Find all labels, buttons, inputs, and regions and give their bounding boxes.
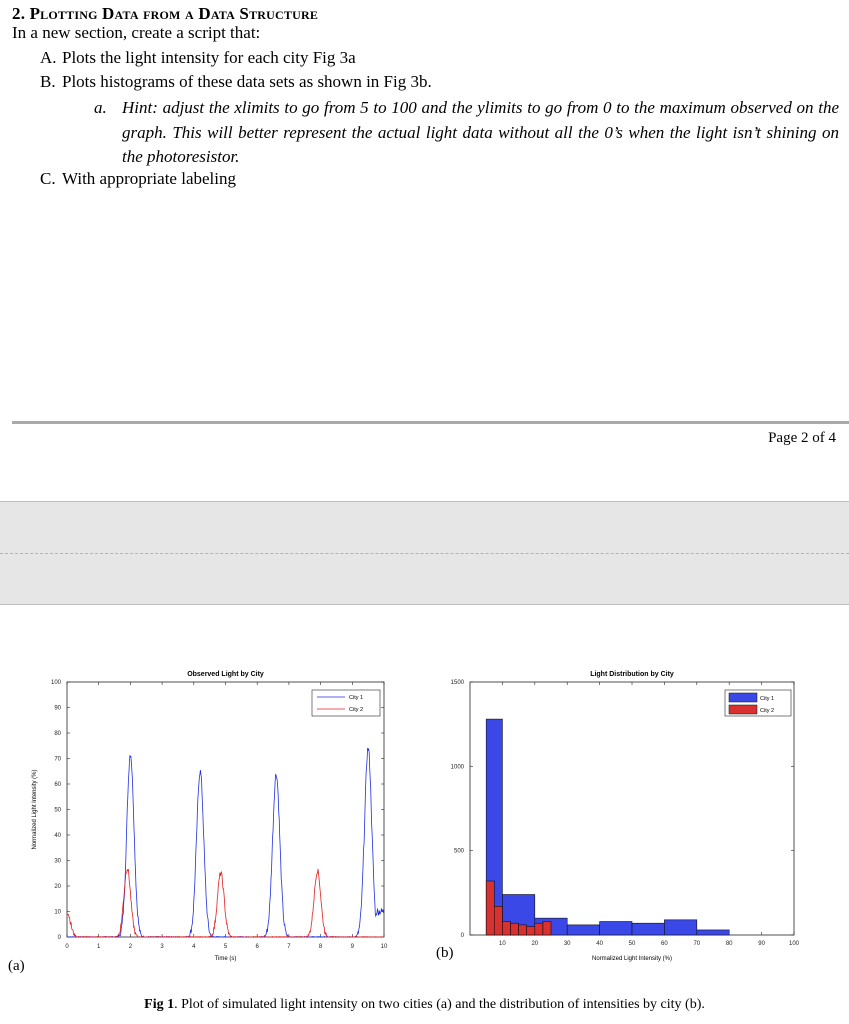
histogram-bar-city2 (494, 906, 502, 935)
figure-a-label: (a) (8, 958, 25, 974)
page-footer-rule (12, 421, 849, 424)
y-tick-label: 40 (54, 833, 61, 839)
caption-text: . Plot of simulated light intensity on two cities (a) and the distribution of intensities by city (b). (174, 997, 705, 1012)
page-number: Page 2 of 4 (768, 430, 836, 446)
histogram-bar-city2 (502, 922, 510, 935)
list-item-text: Plots the light intensity for each city Fig 3a (62, 48, 356, 67)
y-tick-label: 0 (460, 933, 464, 939)
x-tick-label: 4 (192, 944, 196, 950)
list-item-label: C. (40, 169, 56, 188)
histogram-bar-city1 (600, 922, 632, 935)
histogram-bar-city2 (543, 922, 551, 935)
y-tick-label: 20 (54, 884, 61, 890)
x-tick-label: 60 (661, 941, 668, 947)
caption-label: Fig 1 (144, 997, 175, 1012)
legend-label-city2: City 2 (760, 708, 775, 714)
histogram-bar-city2 (511, 923, 519, 935)
histogram-bar-city2 (527, 927, 535, 935)
y-tick-label: 60 (54, 782, 61, 788)
x-tick-label: 6 (255, 944, 259, 950)
section-heading: 2. Plotting Data from a Data Structure (12, 4, 319, 23)
legend-swatch-city1 (729, 693, 757, 702)
y-tick-label: 10 (54, 909, 61, 916)
x-tick-label: 7 (287, 944, 291, 950)
line-chart (32, 671, 388, 962)
histogram-bar-city1 (664, 920, 696, 935)
x-tick-label: 10 (380, 944, 388, 950)
x-tick-label: 20 (531, 941, 539, 947)
y-tick-label: 90 (54, 705, 61, 712)
section-intro: In a new section, create a script that: (12, 23, 261, 42)
hint-label: a. (94, 98, 107, 117)
figure-charts (0, 660, 849, 990)
x-tick-label: 2 (128, 944, 133, 950)
x-tick-label: 5 (223, 944, 228, 950)
histogram-chart (451, 671, 800, 962)
figure-b-label: (b) (436, 945, 454, 961)
x-tick-label: 80 (725, 941, 733, 947)
y-tick-label: 80 (54, 731, 61, 737)
x-tick-label: 50 (628, 941, 636, 947)
histogram-bar-city1 (632, 923, 664, 935)
histogram-bar-city2 (519, 925, 527, 935)
hint-item (94, 96, 839, 170)
hint-text: Hint: adjust the xlimits to go from 5 to 100 and the ylimits to go from 0 to the maximum observed on the graph. This will better represent the actual light data without all the 0’s when the light isn’t shining on the photoresistor. (122, 98, 839, 166)
histogram-bar-city1 (567, 925, 599, 935)
x-tick-label: 1 (97, 944, 101, 950)
x-tick-label: 10 (499, 941, 506, 947)
legend-label-city2: City 2 (349, 707, 364, 713)
list-item (40, 169, 236, 189)
x-tick-label: 3 (160, 944, 164, 950)
legend-box (312, 690, 380, 716)
legend-label-city1: City 1 (760, 696, 775, 702)
y-tick-label: 0 (57, 935, 61, 941)
x-axis-label: Time (s) (214, 956, 237, 962)
x-tick-label: 9 (350, 944, 354, 950)
legend-label-city1: City 1 (349, 695, 364, 701)
chart-title: Observed Light by City (187, 671, 264, 678)
list-item-text: With appropriate labeling (62, 169, 236, 188)
list-item-label: B. (40, 72, 56, 91)
page-break-dashed-line (0, 553, 849, 554)
y-tick-label: 70 (54, 756, 61, 763)
x-axis-label: Normalized Light Intensity (%) (591, 956, 673, 962)
figure-caption (0, 997, 849, 1013)
x-tick-label: 8 (318, 944, 323, 950)
list-item (40, 72, 432, 92)
x-tick-label: 40 (596, 941, 603, 947)
list-item-text: Plots histograms of these data sets as shown in Fig 3b. (62, 72, 432, 91)
y-tick-label: 1000 (450, 764, 464, 771)
x-tick-label: 30 (563, 941, 571, 947)
y-tick-label: 1500 (450, 680, 464, 686)
chart-title: Light Distribution by City (590, 671, 674, 678)
x-tick-label: 0 (65, 944, 69, 950)
list-item-label: A. (40, 48, 57, 67)
plot-area (67, 682, 384, 937)
x-tick-label: 90 (758, 941, 765, 947)
y-tick-label: 30 (54, 858, 61, 865)
histogram-bar-city2 (486, 881, 494, 935)
y-tick-label: 50 (54, 807, 61, 814)
histogram-bar-city2 (535, 923, 543, 935)
x-tick-label: 100 (788, 941, 800, 947)
y-tick-label: 100 (50, 680, 61, 686)
legend-swatch-city2 (729, 705, 757, 714)
y-tick-label: 500 (453, 848, 464, 855)
list-item (40, 48, 356, 68)
x-tick-label: 70 (693, 941, 701, 947)
histogram-bar-city1 (697, 930, 729, 935)
y-axis-label: Normalized Light Intensity (%) (32, 769, 38, 850)
